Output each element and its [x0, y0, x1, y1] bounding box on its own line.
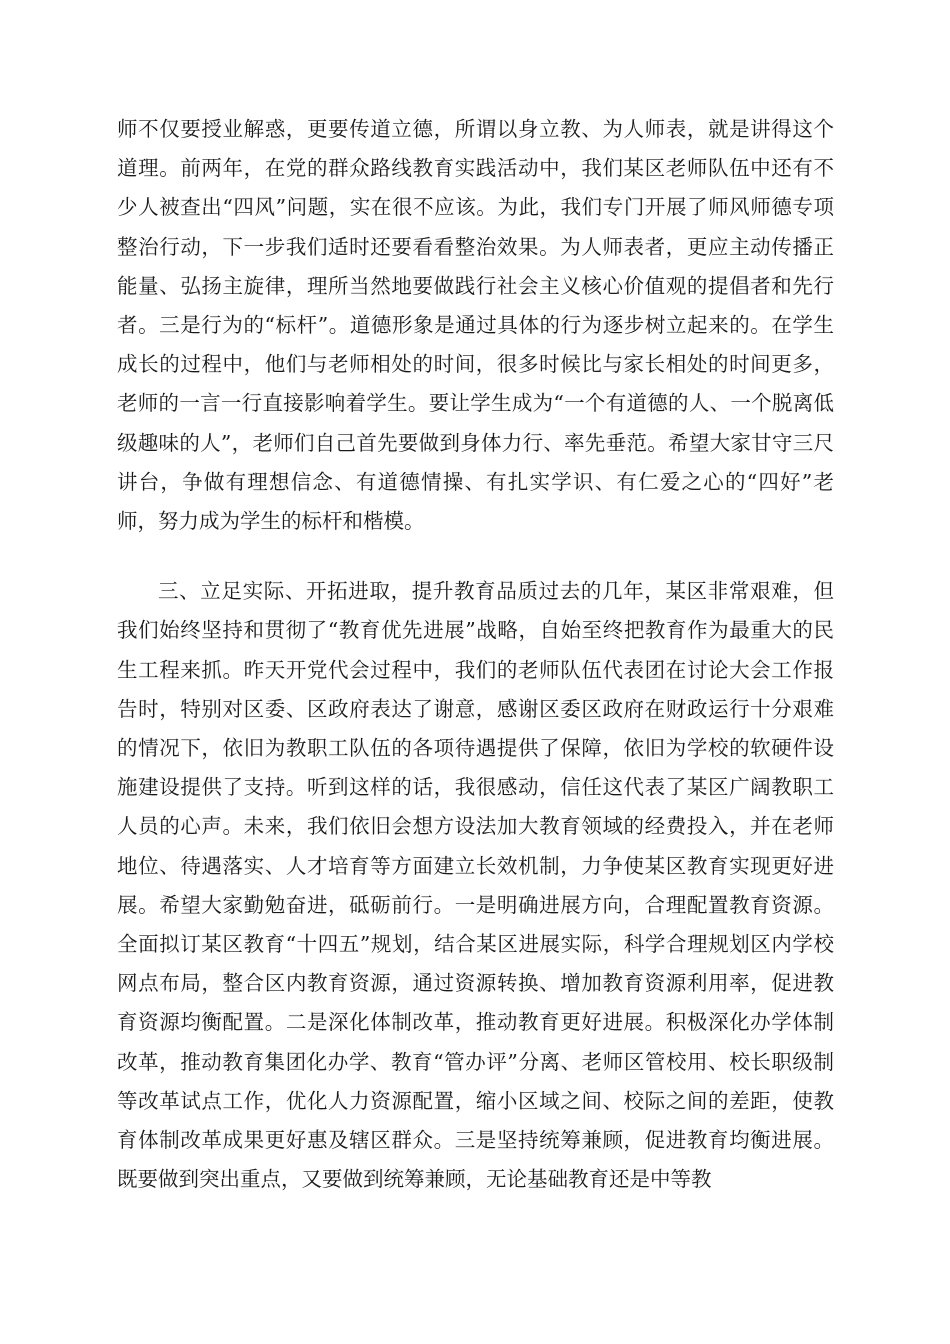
body-paragraph-continuation: 师不仅要授业解惑，更要传道立德，所谓以身立教、为人师表，就是讲得这个道理。前两年，在党的群众路线教育实践活动中，我们某区老师队伍中还有不少人被查出“四风”问题，实在很不应该。为此，我们专门开展了师风师德专项整治行动，下一步我们适时还要看看整治效果。为人师表者，更应主动传播正能量、弘扬主旋律，理所当然地要做践行社会主义核心价值观的提倡者和先行者。三是行为的“标杆”。道德形象是通过具体的行为逐步树立起来的。在学生成长的过程中，他们与老师相处的时间，很多时候比与家长相处的时间更多，老师的一言一行直接影响着学生。要让学生成为“一个有道德的人、一个脱离低级趣味的人”，老师们自己首先要做到身体力行、率先垂范。希望大家甘守三尺讲台，争做有理想信念、有道德情操、有扎实学识、有仁爱之心的“四好”老师，努力成为学生的标杆和楷模。	[117, 117, 834, 534]
document-page	[117, 110, 834, 1199]
body-paragraph-section-three: 三、立足实际、开拓进取，提升教育品质过去的几年，某区非常艰难，但我们始终坚持和贯彻了“教育优先进展”战略，自始至终把教育作为最重大的民生工程来抓。昨天开党代会过程中，我们的老师队伍代表团在讨论大会工作报告时，特别对区委、区政府表达了谢意，感谢区委区政府在财政运行十分艰难的情况下，依旧为教职工队伍的各项待遇提供了保障，依旧为学校的软硬件设施建设提供了支持。听到这样的话，我很感动，信任这代表了某区广阔教职工人员的心声。未来，我们依旧会想方设法加大教育领域的经费投入，并在老师地位、待遇落实、人才培育等方面建立长效机制，力争使某区教育实现更好进展。希望大家勤勉奋进，砥砺前行。一是明确进展方向，合理配置教育资源。全面拟订某区教育“十四五”规划，结合某区进展实际，科学合理规划区内学校网点布局，整合区内教育资源，通过资源转换、增加教育资源利用率，促进教育资源均衡配置。二是深化体制改革，推动教育更好进展。积极深化办学体制改革，推动教育集团化办学、教育“管办评”分离、老师区管校用、校长职级制等改革试点工作，优化人力资源配置，缩小区域之间、校际之间的差距，使教育体制改革成果更好惠及辖区群众。三是坚持统筹兼顾，促进教育均衡进展。既要做到突出重点，又要做到统筹兼顾，无论基础教育还是中等教	[117, 579, 834, 1192]
paragraph-gap	[117, 541, 834, 572]
